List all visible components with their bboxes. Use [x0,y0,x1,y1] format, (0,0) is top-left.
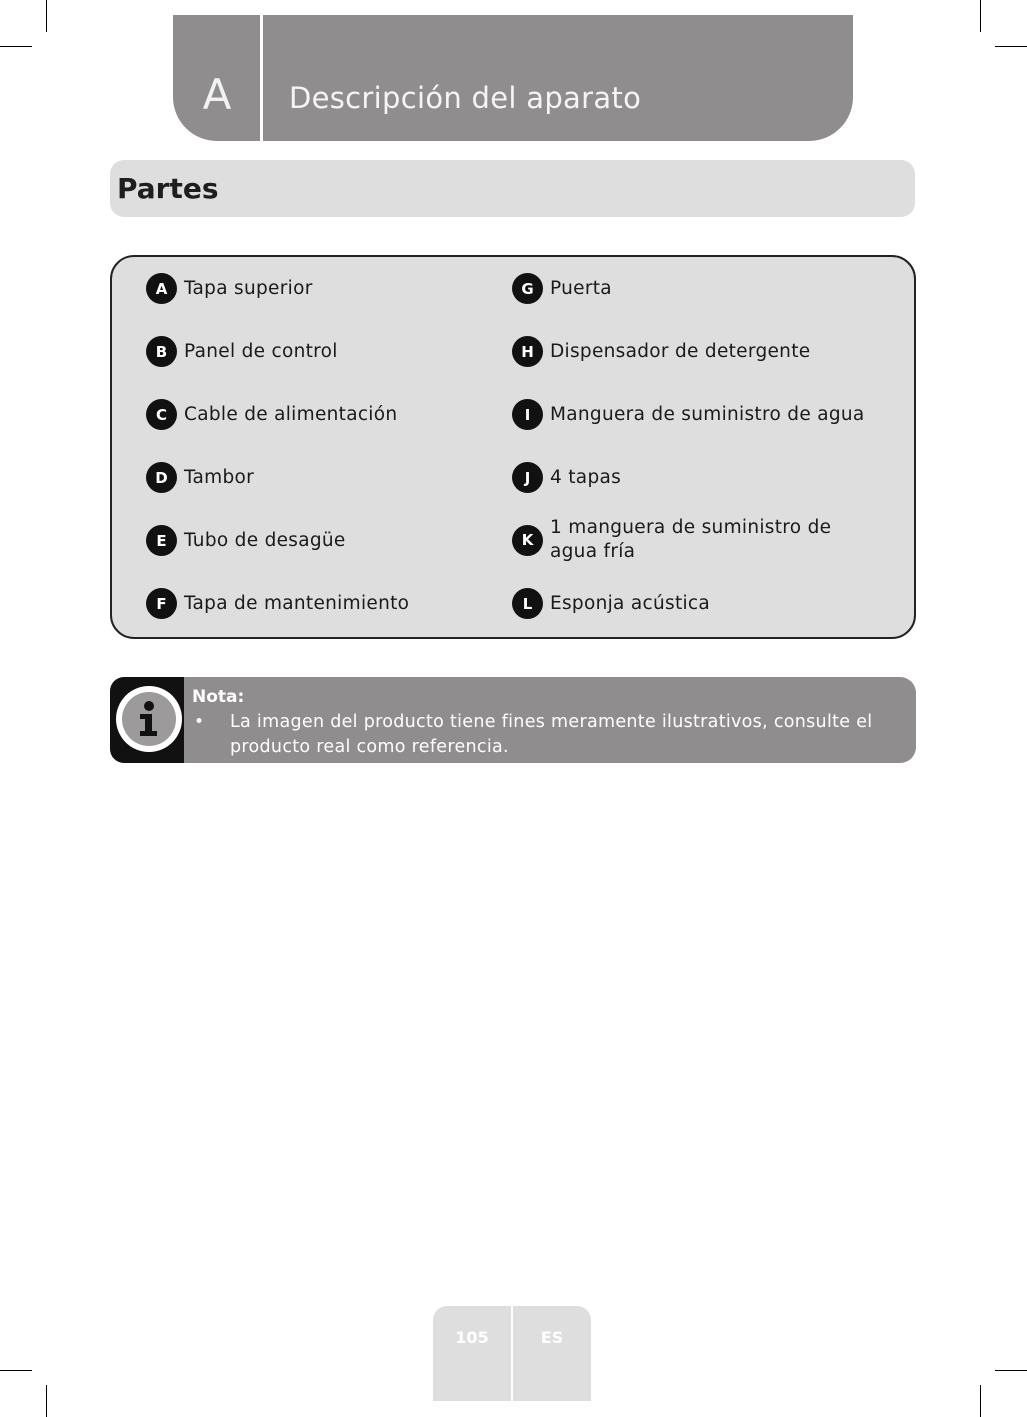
part-badge: H [512,336,543,367]
part-label: Tapa superior [184,277,313,299]
part-badge: F [146,588,177,619]
part-item-j [512,462,621,493]
part-label: Panel de control [184,340,338,362]
header-divider [260,15,263,141]
part-label: Tambor [184,466,255,488]
part-item-f [146,588,409,619]
part-badge: B [146,336,177,367]
part-item-g [512,273,612,304]
note-text: La imagen del producto tiene fines meramente ilustrativos, consulte el producto real como referencia. [230,712,873,757]
note-title: Nota: [192,687,245,707]
part-item-e [146,525,346,556]
chapter-letter: A [202,70,232,119]
part-item-l [512,588,710,619]
part-label: Manguera de suministro de agua [550,403,865,425]
page-number-tab [433,1306,511,1401]
section-heading-bar [110,160,915,217]
chapter-title: Descripción del aparato [289,81,642,115]
part-badge: G [512,273,543,304]
part-item-b [146,336,338,367]
part-badge: I [512,399,543,430]
part-item-k [512,516,880,564]
crop-mark [995,1370,1027,1371]
crop-mark [46,1385,47,1417]
part-label: Esponja acústica [550,592,711,614]
part-badge: C [146,399,177,430]
parts-list-panel [110,255,916,639]
section-title: Partes [117,172,219,205]
page-number: 105 [455,1328,489,1347]
part-label: Puerta [550,277,612,299]
part-badge: D [146,462,177,493]
note-bullet: • [194,712,205,732]
part-item-h [512,336,810,367]
part-label: Dispensador de detergente [550,340,811,362]
part-label: Cable de alimentación [184,403,398,425]
crop-mark [980,0,981,32]
crop-mark [0,46,32,47]
crop-mark [995,46,1027,47]
part-item-i [512,399,865,430]
part-item-d [146,462,254,493]
part-label: Tapa de mantenimiento [184,592,410,614]
info-icon [122,692,176,746]
part-item-a [146,273,313,304]
part-badge: K [512,525,543,556]
part-label: 4 tapas [550,466,622,488]
part-label: Tubo de desagüe [184,529,346,551]
part-badge: J [512,462,543,493]
part-badge: L [512,588,543,619]
language-code: ES [540,1328,564,1347]
crop-mark [0,1370,32,1371]
part-item-c [146,399,397,430]
part-badge: E [146,525,177,556]
part-label: 1 manguera de suministro de agua fría [550,517,832,562]
crop-mark [46,0,47,32]
language-tab [513,1306,591,1401]
crop-mark [980,1385,981,1417]
part-badge: A [146,273,177,304]
